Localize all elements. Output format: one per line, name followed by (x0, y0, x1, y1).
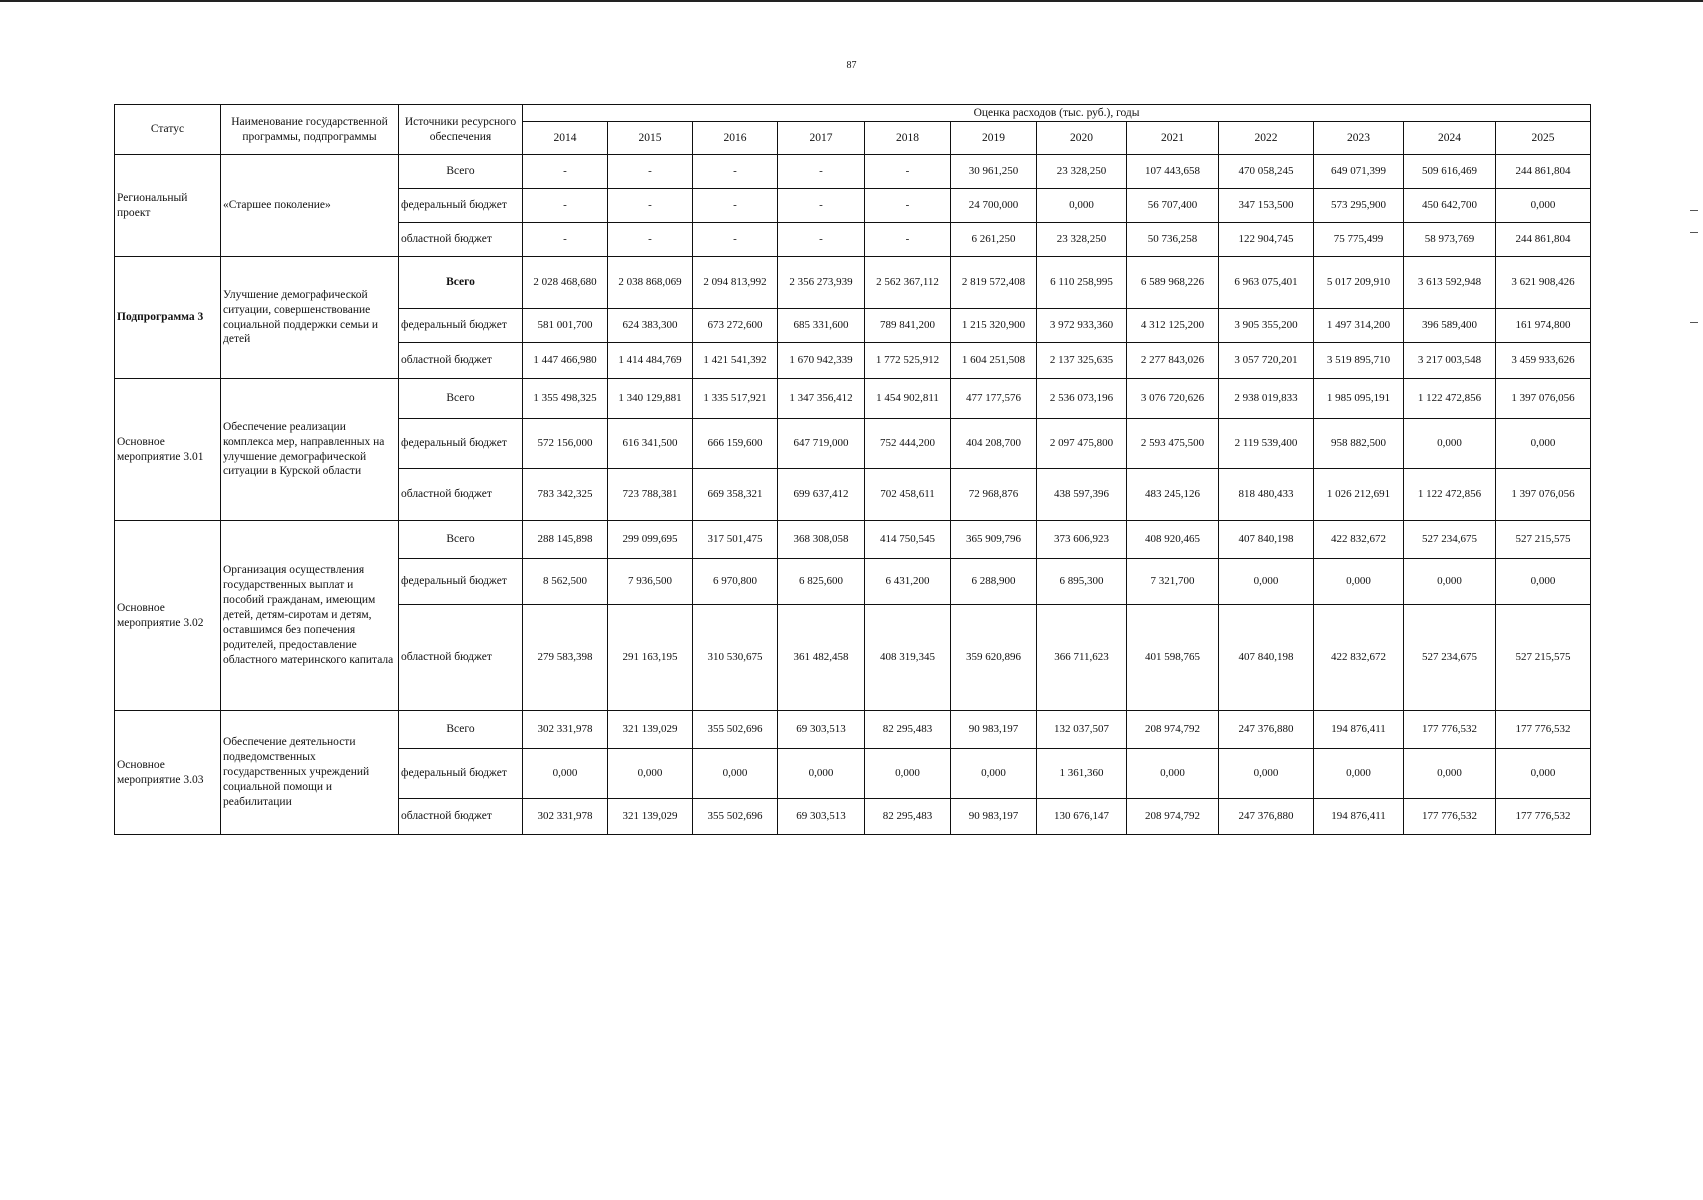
cell-value: 355 502,696 (693, 711, 778, 749)
cell-value: 408 920,465 (1127, 521, 1219, 559)
cell-value: 321 139,029 (608, 799, 693, 835)
row-funding-source: федеральный бюджет (399, 559, 523, 605)
cell-value: 1 347 356,412 (778, 379, 865, 419)
cell-value: 581 001,700 (523, 309, 608, 343)
cell-value: 368 308,058 (778, 521, 865, 559)
cell-value: - (693, 189, 778, 223)
cell-value: 0,000 (1496, 189, 1591, 223)
cell-value: 177 776,532 (1404, 711, 1496, 749)
header-status: Статус (115, 105, 221, 155)
cell-value: - (778, 155, 865, 189)
cell-value: 82 295,483 (865, 711, 951, 749)
cell-value: 6 895,300 (1037, 559, 1127, 605)
cell-value: 355 502,696 (693, 799, 778, 835)
row-program-name: Улучшение демографической ситуации, совершенствование социальной поддержки семьи и детей (221, 257, 399, 379)
cell-value: 649 071,399 (1314, 155, 1404, 189)
cell-value: 527 234,675 (1404, 605, 1496, 711)
row-funding-source: Всего (399, 711, 523, 749)
cell-value: - (865, 189, 951, 223)
header-year: 2025 (1496, 122, 1591, 155)
row-funding-source: областной бюджет (399, 799, 523, 835)
cell-value: 50 736,258 (1127, 223, 1219, 257)
cell-value: 2 038 868,069 (608, 257, 693, 309)
cell-value: 1 355 498,325 (523, 379, 608, 419)
cell-value: 6 589 968,226 (1127, 257, 1219, 309)
row-funding-source: федеральный бюджет (399, 309, 523, 343)
scan-mark (1690, 210, 1698, 211)
cell-value: 3 972 933,360 (1037, 309, 1127, 343)
cell-value: 24 700,000 (951, 189, 1037, 223)
cell-value: 2 356 273,939 (778, 257, 865, 309)
row-program-name: «Старшее поколение» (221, 155, 399, 257)
cell-value: 6 110 258,995 (1037, 257, 1127, 309)
cell-value: 0,000 (1404, 419, 1496, 469)
cell-value: 470 058,245 (1219, 155, 1314, 189)
cell-value: 0,000 (1496, 559, 1591, 605)
cell-value: 23 328,250 (1037, 223, 1127, 257)
cell-value: 208 974,792 (1127, 799, 1219, 835)
cell-value: 208 974,792 (1127, 711, 1219, 749)
cell-value: 702 458,611 (865, 469, 951, 521)
cell-value: - (608, 189, 693, 223)
cell-value: 0,000 (865, 749, 951, 799)
cell-value: 2 137 325,635 (1037, 343, 1127, 379)
cell-value: 130 676,147 (1037, 799, 1127, 835)
cell-value: 752 444,200 (865, 419, 951, 469)
header-year: 2017 (778, 122, 865, 155)
cell-value: 527 215,575 (1496, 521, 1591, 559)
cell-value: 2 097 475,800 (1037, 419, 1127, 469)
cell-value: 477 177,576 (951, 379, 1037, 419)
cell-value: 1 026 212,691 (1314, 469, 1404, 521)
table-row (115, 155, 1591, 189)
cell-value: 404 208,700 (951, 419, 1037, 469)
header-year: 2020 (1037, 122, 1127, 155)
cell-value: - (523, 189, 608, 223)
row-status: Основное мероприятие 3.03 (115, 711, 221, 835)
cell-value: 75 775,499 (1314, 223, 1404, 257)
header-year: 2024 (1404, 122, 1496, 155)
row-funding-source: Всего (399, 257, 523, 309)
table-row (115, 257, 1591, 309)
cell-value: 647 719,000 (778, 419, 865, 469)
cell-value: 438 597,396 (1037, 469, 1127, 521)
cell-value: 6 288,900 (951, 559, 1037, 605)
header-year: 2018 (865, 122, 951, 155)
cell-value: 2 819 572,408 (951, 257, 1037, 309)
cell-value: 673 272,600 (693, 309, 778, 343)
cell-value: 396 589,400 (1404, 309, 1496, 343)
cell-value: 177 776,532 (1496, 711, 1591, 749)
cell-value: 408 319,345 (865, 605, 951, 711)
cell-value: 0,000 (1314, 559, 1404, 605)
cell-value: 0,000 (523, 749, 608, 799)
row-status: Основное мероприятие 3.01 (115, 379, 221, 521)
cell-value: 2 562 367,112 (865, 257, 951, 309)
cell-value: 132 037,507 (1037, 711, 1127, 749)
cell-value: 302 331,978 (523, 799, 608, 835)
cell-value: 723 788,381 (608, 469, 693, 521)
scan-mark (1690, 322, 1698, 323)
row-status: Региональный проект (115, 155, 221, 257)
row-funding-source: областной бюджет (399, 605, 523, 711)
cell-value: 2 028 468,680 (523, 257, 608, 309)
cell-value: 177 776,532 (1404, 799, 1496, 835)
cell-value: 1 122 472,856 (1404, 379, 1496, 419)
cell-value: 0,000 (1037, 189, 1127, 223)
cell-value: 6 825,600 (778, 559, 865, 605)
cell-value: 0,000 (608, 749, 693, 799)
cell-value: 72 968,876 (951, 469, 1037, 521)
cell-value: 616 341,500 (608, 419, 693, 469)
cell-value: 0,000 (1127, 749, 1219, 799)
cell-value: 0,000 (1219, 559, 1314, 605)
cell-value: 3 076 720,626 (1127, 379, 1219, 419)
cell-value: 58 973,769 (1404, 223, 1496, 257)
cell-value: 422 832,672 (1314, 521, 1404, 559)
row-funding-source: федеральный бюджет (399, 419, 523, 469)
cell-value: 279 583,398 (523, 605, 608, 711)
cell-value: - (608, 223, 693, 257)
cell-value: - (523, 155, 608, 189)
cell-value: 0,000 (693, 749, 778, 799)
cell-value: 783 342,325 (523, 469, 608, 521)
cell-value: 624 383,300 (608, 309, 693, 343)
cell-value: 6 431,200 (865, 559, 951, 605)
cell-value: 7 321,700 (1127, 559, 1219, 605)
row-status: Подпрограмма 3 (115, 257, 221, 379)
cell-value: 450 642,700 (1404, 189, 1496, 223)
header-year: 2021 (1127, 122, 1219, 155)
cell-value: 302 331,978 (523, 711, 608, 749)
cell-value: 0,000 (951, 749, 1037, 799)
row-status: Основное мероприятие 3.02 (115, 521, 221, 711)
header-year: 2023 (1314, 122, 1404, 155)
table-row (115, 711, 1591, 749)
page-top-border (0, 0, 1703, 2)
cell-value: 3 519 895,710 (1314, 343, 1404, 379)
header-year: 2019 (951, 122, 1037, 155)
cell-value: 6 963 075,401 (1219, 257, 1314, 309)
cell-value: 90 983,197 (951, 711, 1037, 749)
cell-value: 1 772 525,912 (865, 343, 951, 379)
cell-value: 244 861,804 (1496, 155, 1591, 189)
header-year: 2016 (693, 122, 778, 155)
row-program-name: Организация осуществления государственных выплат и пособий гражданам, имеющим детей, детям-сиротам и детям, оставшимся без попечения родителей, предоставление областного материнского капитала (221, 521, 399, 711)
cell-value: 1 215 320,900 (951, 309, 1037, 343)
cell-value: 4 312 125,200 (1127, 309, 1219, 343)
cell-value: 0,000 (778, 749, 865, 799)
row-program-name: Обеспечение деятельности подведомственных государственных учреждений социальной помощи и реабилитации (221, 711, 399, 835)
cell-value: 1 604 251,508 (951, 343, 1037, 379)
cell-value: 361 482,458 (778, 605, 865, 711)
cell-value: 1 414 484,769 (608, 343, 693, 379)
cell-value: 1 985 095,191 (1314, 379, 1404, 419)
cell-value: 69 303,513 (778, 711, 865, 749)
cell-value: 1 397 076,056 (1496, 469, 1591, 521)
row-funding-source: областной бюджет (399, 469, 523, 521)
table-row (115, 521, 1591, 559)
cell-value: 161 974,800 (1496, 309, 1591, 343)
cell-value: 666 159,600 (693, 419, 778, 469)
cell-value: - (865, 155, 951, 189)
cell-value: 407 840,198 (1219, 521, 1314, 559)
cell-value: 90 983,197 (951, 799, 1037, 835)
cell-value: 669 358,321 (693, 469, 778, 521)
cell-value: 56 707,400 (1127, 189, 1219, 223)
cell-value: 1 361,360 (1037, 749, 1127, 799)
cell-value: 107 443,658 (1127, 155, 1219, 189)
cell-value: 194 876,411 (1314, 799, 1404, 835)
cell-value: 407 840,198 (1219, 605, 1314, 711)
cell-value: 1 447 466,980 (523, 343, 608, 379)
cell-value: 247 376,880 (1219, 711, 1314, 749)
row-funding-source: областной бюджет (399, 223, 523, 257)
cell-value: 6 970,800 (693, 559, 778, 605)
table-row (115, 379, 1591, 419)
cell-value: 2 119 539,400 (1219, 419, 1314, 469)
row-funding-source: федеральный бюджет (399, 189, 523, 223)
cell-value: 299 099,695 (608, 521, 693, 559)
cell-value: 2 938 019,833 (1219, 379, 1314, 419)
row-funding-source: федеральный бюджет (399, 749, 523, 799)
cell-value: 30 961,250 (951, 155, 1037, 189)
cell-value: 2 536 073,196 (1037, 379, 1127, 419)
cell-value: 789 841,200 (865, 309, 951, 343)
cell-value: 1 421 541,392 (693, 343, 778, 379)
cell-value: 3 057 720,201 (1219, 343, 1314, 379)
cell-value: 3 459 933,626 (1496, 343, 1591, 379)
cell-value: 1 670 942,339 (778, 343, 865, 379)
cell-value: - (865, 223, 951, 257)
header-year: 2015 (608, 122, 693, 155)
cell-value: 2 277 843,026 (1127, 343, 1219, 379)
cell-value: 2 593 475,500 (1127, 419, 1219, 469)
cell-value: 347 153,500 (1219, 189, 1314, 223)
cell-value: 0,000 (1496, 419, 1591, 469)
cell-value: 0,000 (1404, 749, 1496, 799)
cell-value: - (778, 223, 865, 257)
cell-value: 244 861,804 (1496, 223, 1591, 257)
cell-value: 0,000 (1219, 749, 1314, 799)
cell-value: 699 637,412 (778, 469, 865, 521)
budget-table (114, 104, 1591, 835)
cell-value: 422 832,672 (1314, 605, 1404, 711)
cell-value: 5 017 209,910 (1314, 257, 1404, 309)
row-funding-source: Всего (399, 155, 523, 189)
cell-value: 317 501,475 (693, 521, 778, 559)
cell-value: 23 328,250 (1037, 155, 1127, 189)
cell-value: - (693, 223, 778, 257)
table-body (115, 155, 1591, 835)
cell-value: 0,000 (1404, 559, 1496, 605)
cell-value: 818 480,433 (1219, 469, 1314, 521)
cell-value: 3 621 908,426 (1496, 257, 1591, 309)
cell-value: 373 606,923 (1037, 521, 1127, 559)
row-program-name: Обеспечение реализации комплекса мер, направленных на улучшение демографической ситуации в Курской области (221, 379, 399, 521)
cell-value: 414 750,545 (865, 521, 951, 559)
cell-value: - (693, 155, 778, 189)
cell-value: 573 295,900 (1314, 189, 1404, 223)
cell-value: 194 876,411 (1314, 711, 1404, 749)
cell-value: 321 139,029 (608, 711, 693, 749)
cell-value: 1 497 314,200 (1314, 309, 1404, 343)
cell-value: 509 616,469 (1404, 155, 1496, 189)
cell-value: 122 904,745 (1219, 223, 1314, 257)
cell-value: 291 163,195 (608, 605, 693, 711)
cell-value: 82 295,483 (865, 799, 951, 835)
row-funding-source: Всего (399, 521, 523, 559)
header-year: 2014 (523, 122, 608, 155)
header-estimate: Оценка расходов (тыс. руб.), годы (523, 105, 1591, 122)
cell-value: 3 613 592,948 (1404, 257, 1496, 309)
cell-value: 685 331,600 (778, 309, 865, 343)
header-year: 2022 (1219, 122, 1314, 155)
row-funding-source: областной бюджет (399, 343, 523, 379)
cell-value: 527 234,675 (1404, 521, 1496, 559)
cell-value: 401 598,765 (1127, 605, 1219, 711)
cell-value: 3 217 003,548 (1404, 343, 1496, 379)
cell-value: 572 156,000 (523, 419, 608, 469)
cell-value: 7 936,500 (608, 559, 693, 605)
cell-value: - (778, 189, 865, 223)
cell-value: 1 122 472,856 (1404, 469, 1496, 521)
cell-value: 6 261,250 (951, 223, 1037, 257)
cell-value: 69 303,513 (778, 799, 865, 835)
cell-value: 310 530,675 (693, 605, 778, 711)
cell-value: 0,000 (1496, 749, 1591, 799)
cell-value: 1 340 129,881 (608, 379, 693, 419)
cell-value: 2 094 813,992 (693, 257, 778, 309)
cell-value: 8 562,500 (523, 559, 608, 605)
cell-value: 0,000 (1314, 749, 1404, 799)
cell-value: 958 882,500 (1314, 419, 1404, 469)
row-funding-source: Всего (399, 379, 523, 419)
cell-value: 1 454 902,811 (865, 379, 951, 419)
cell-value: 1 397 076,056 (1496, 379, 1591, 419)
cell-value: 359 620,896 (951, 605, 1037, 711)
cell-value: 288 145,898 (523, 521, 608, 559)
cell-value: - (523, 223, 608, 257)
cell-value: 483 245,126 (1127, 469, 1219, 521)
header-source: Источники ресурсного обеспечения (399, 105, 523, 155)
cell-value: 1 335 517,921 (693, 379, 778, 419)
cell-value: 527 215,575 (1496, 605, 1591, 711)
cell-value: - (608, 155, 693, 189)
header-name: Наименование государственной программы, подпрограммы (221, 105, 399, 155)
cell-value: 3 905 355,200 (1219, 309, 1314, 343)
cell-value: 366 711,623 (1037, 605, 1127, 711)
cell-value: 247 376,880 (1219, 799, 1314, 835)
page-number: 87 (846, 60, 857, 71)
cell-value: 177 776,532 (1496, 799, 1591, 835)
scan-mark (1690, 232, 1698, 233)
cell-value: 365 909,796 (951, 521, 1037, 559)
